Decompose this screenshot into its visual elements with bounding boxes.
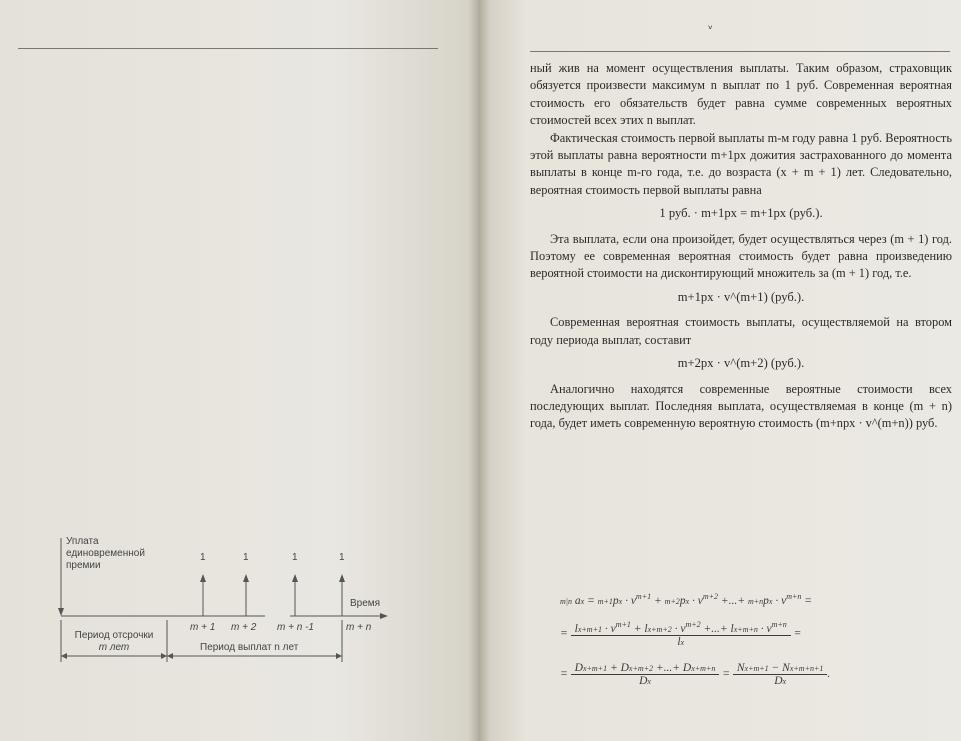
deferral-label: Период отсрочки m лет	[74, 630, 154, 653]
premium-arrow-head	[58, 608, 64, 616]
formula-first-payment: 1 руб. · m+1px = m+1px (руб.).	[659, 206, 823, 221]
paragraph-5: Аналогично находятся современные вероятные стоимости всех последующих выплат. Последняя выплата, осуществляемая в конце (m + n) года, будет иметь современную вероятную стоимость (m+npx · v^(m+n)) руб.	[530, 381, 952, 431]
paragraph-1: ный жив на момент осуществления выплаты. Таким образом, страховщик обязуется произвести максимум n выплат по 1 руб. Современная вероятная стоимость его обязательств будет равна сумме современных вероятных стоимостей всех этих n выплат.	[530, 61, 952, 128]
tick-label-1: m + 1	[190, 622, 216, 633]
tick-label-3: m + n -1	[277, 622, 314, 633]
tick-label-2: m + 2	[231, 622, 257, 633]
right-page-text	[530, 60, 952, 433]
time-axis-arrow	[380, 613, 388, 619]
annuity-formula-line-2: = $\frac{lx+m+1 \cdot v^{m+1} + lx+m+2 \cdot v^{m+2} +...+ lx+m+n \cdot v^{m+n}}{lx}$ =	[560, 620, 802, 648]
formula-discounted-second: m+2px · v^(m+2) (руб.).	[677, 356, 805, 371]
premium-label: Уплата единовременной премии	[66, 536, 145, 571]
paragraph-3: Эта выплата, если она произойдет, будет осуществляться через (m + 1) год. Поэтому ее современная вероятная стоимость будет равна произведению вероятной стоимости на дисконтирующий множитель за (m + 1) год, т.е.	[530, 231, 952, 281]
timeline-diagram	[50, 530, 390, 670]
formula-discounted-first: m+1px · v^(m+1) (руб.).	[677, 289, 805, 304]
payment-label-4: 1	[339, 552, 345, 563]
paragraph-4: Современная вероятная стоимость выплаты, осуществляемой на втором году периода выплат, составит	[530, 315, 952, 347]
tick-label-4: m + n	[346, 622, 372, 633]
annuity-formula-line-1: m|n ax = $m+1px \cdot v^{m+1} + m+2px \cdot v^{m+2}$ +...+ $m+npx \cdot v^{m+n}$ =	[560, 592, 813, 607]
time-label: Время	[350, 598, 381, 609]
annuity-formula-line-3: = $\frac{Dx+m+1 + Dx+m+2 +...+ Dx+m+n}{Dx}$ = $\frac{Nx+m+1 - Nx+m+n+1}{Dx}$ .	[560, 662, 831, 687]
paragraph-2: Фактическая стоимость первой выплаты m-м году равна 1 руб. Вероятность этой выплаты равна вероятности m+1px дожития застрахованного до момента выплаты в конце m-го года, т.е. до возраста (x + m + 1) лет. Следовательно, вероятная стоимость первой выплаты равна	[530, 130, 952, 197]
payment-label-1: 1	[200, 552, 206, 563]
ink-mark: ᵛ	[708, 22, 714, 36]
payment-label-3: 1	[292, 552, 298, 563]
left-header-rule	[18, 48, 438, 49]
right-header-rule	[530, 51, 950, 52]
book-gutter	[468, 0, 490, 741]
payment-label-2: 1	[243, 552, 249, 563]
payout-label: Период выплат n лет	[200, 642, 299, 653]
